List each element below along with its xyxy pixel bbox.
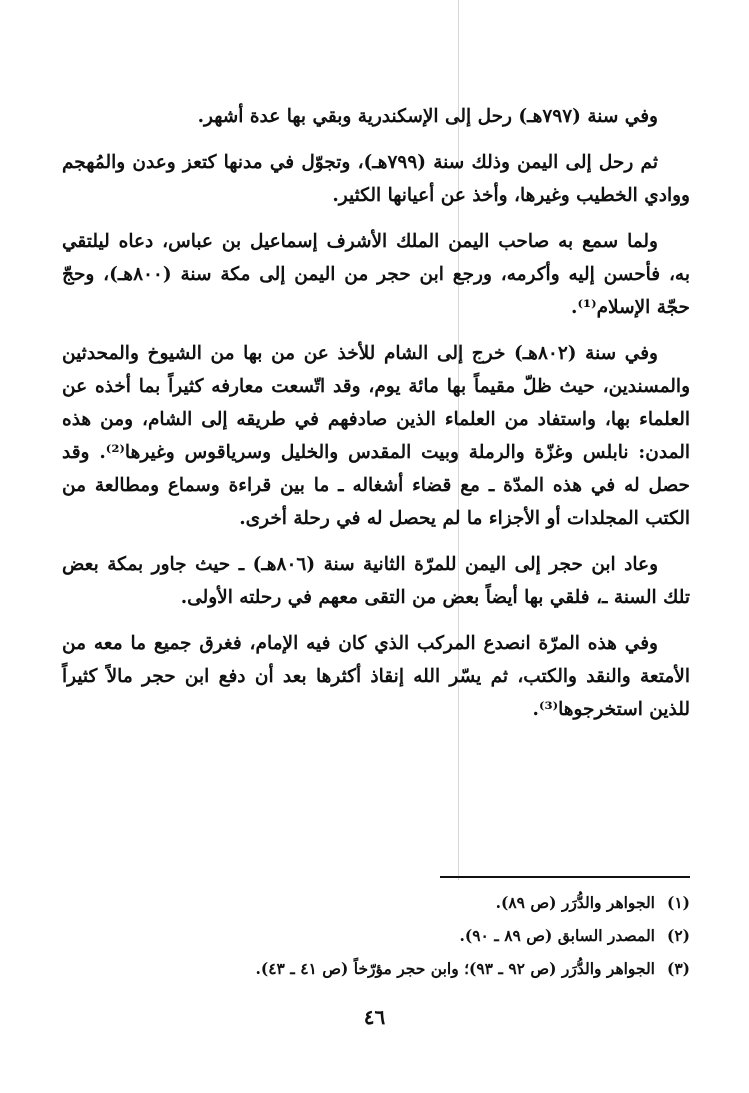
footnote [62,919,690,952]
footnote-text: المصدر السابق (ص ٨٩ ـ ٩٠). [459,926,655,945]
footnote [62,952,690,985]
main-text [62,100,690,739]
paragraph: ولما سمع به صاحب اليمن الملك الأشرف إسماعيل بن عباس، دعاه ليلتقي به، فأحسن إليه وأكرمه، ورجع ابن حجر من اليمن إلى مكة سنة (٨٠٠هـ)، وحجّ حجّة الإسلام⁽¹⁾. [62,231,690,318]
paragraph: وفي سنة (٨٠٢هـ) خرج إلى الشام للأخذ عن من بها من الشيوخ والمحدثين والمسندين، حيث ظلّ مقيماً بها مائة يوم، وقد اتّسعت معارفه كثيراً بما أخذه عن العلماء بها، واستفاد من العلماء الذين صادفهم في طريقه إلى الشام، ومن هذه المدن: نابلس وغزّة والرملة وبيت المقدس والخليل وسرياقوس وغيرها⁽²⁾. وقد حصل له في هذه المدّة ـ مع قضاء أشغاله ـ ما بين قراءة وسماع ومطالعة من الكتب المجلدات أو الأجزاء ما لم يحصل له في رحلة أخرى. [62,343,690,529]
footnote-number: (٣) [666,959,690,978]
paragraph: وعاد ابن حجر إلى اليمن للمرّة الثانية سنة (٨٠٦هـ) ـ حيث جاور بمكة بعض تلك السنة ـ، فلقي بها أيضاً بعض من التقى معهم في رحلته الأولى. [62,554,690,608]
footnote-separator [440,876,690,878]
page-number: ٤٦ [363,1005,386,1029]
footnote-number: (١) [666,893,690,912]
footnotes [62,886,690,985]
paragraph: وفي هذه المرّة انصدع المركب الذي كان فيه الإمام، فغرق جميع ما معه من الأمتعة والنقد والكتب، ثم يسّر الله إنقاذ أكثرها بعد أن دفع ابن حجر مالاً كثيراً للذين استخرجوها⁽³⁾. [62,633,690,720]
footnote-text: الجواهر والدُّرَر (ص ٨٩). [495,893,655,912]
footnote [62,886,690,919]
footnote-text: الجواهر والدُّرَر (ص ٩٢ ـ ٩٣)؛ وابن حجر مؤرّخاً (ص ٤١ ـ ٤٣). [255,959,655,978]
paragraph: وفي سنة (٧٩٧هـ) رحل إلى الإسكندرية وبقي بها عدة أشهر. [197,106,658,127]
paragraph: ثم رحل إلى اليمن وذلك سنة (٧٩٩هـ)، وتجوّل في مدنها كتعز وعدن والمُهجم ووادي الخطيب وغيرها، وأخذ عن أعيانها الكثير. [62,152,690,206]
footnote-number: (٢) [666,926,690,945]
